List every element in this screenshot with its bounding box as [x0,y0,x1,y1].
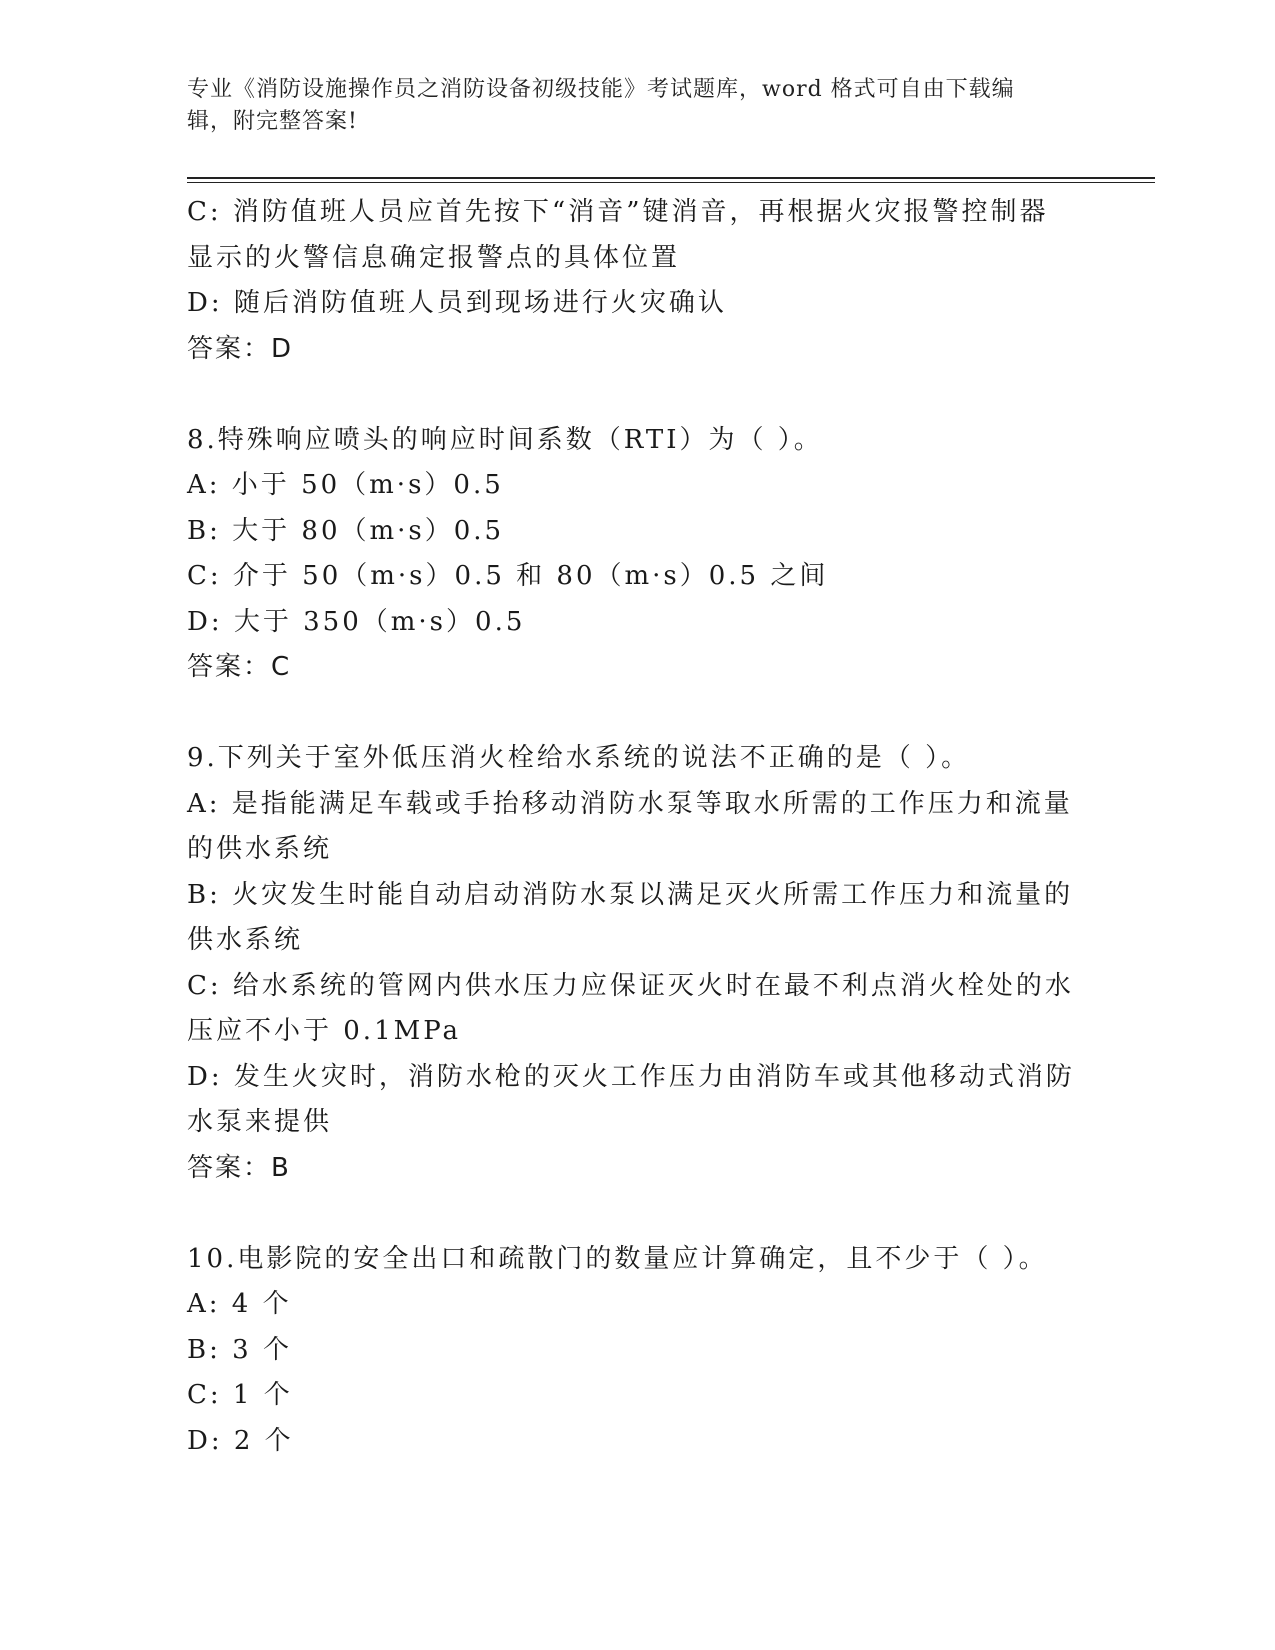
question-list [187,190,1087,1464]
q9-answer: 答案：B [187,1152,291,1183]
q9-option-c-line-2: 压应不小于 0.1MPa [187,1016,462,1046]
document-header [187,74,1067,138]
question-10 [187,1237,1087,1465]
q8-option-a: A: 小于 50（m·s）0.5 [187,470,504,500]
q8-option-b: B: 大于 80（m·s）0.5 [187,515,505,546]
question-9 [187,736,1087,1191]
q8-option-c: C: 介于 50（m·s）0.5 和 80（m·s）0.5 之间 [187,561,829,591]
q9-option-d-line-1: D: 发生火灾时，消防水枪的灭火工作压力由消防车或其他移动式消防 [187,1061,1075,1092]
q9-option-a-line-2: 的供水系统 [187,834,333,864]
q8-question: 8.特殊响应喷头的响应时间系数（RTI）为（ ）。 [187,424,823,455]
header-line-1: 专业《消防设施操作员之消防设备初级技能》考试题库，word 格式可自由下载编 [187,77,1015,102]
q7-answer: 答案：D [187,333,294,364]
question-7-tail [187,190,1087,372]
spacer [187,691,1087,737]
header-line-2: 辑，附完整答案! [187,109,358,134]
q10-question: 10.电影院的安全出口和疏散门的数量应计算确定，且不少于（ ）。 [187,1243,1048,1274]
header-rule-thin [187,182,1155,183]
q7-option-c-line-1: C: 消防值班人员应首先按下“消音”键消音，再根据火灾报警控制器 [187,197,1049,227]
q10-option-a: A: 4 个 [187,1289,292,1319]
q10-option-d: D: 2 个 [187,1425,294,1456]
q10-option-c: C: 1 个 [187,1380,293,1410]
q7-option-c-line-2: 显示的火警信息确定报警点的具体位置 [187,242,681,273]
q9-option-b-line-2: 供水系统 [187,925,304,955]
q10-option-b: B: 3 个 [187,1334,292,1365]
q8-answer: 答案：C [187,652,292,682]
q8-option-d: D: 大于 350（m·s）0.5 [187,606,526,637]
question-8 [187,418,1087,691]
spacer [187,372,1087,418]
q9-option-d-line-2: 水泵来提供 [187,1107,333,1137]
q9-question: 9.下列关于室外低压消火栓给水系统的说法不正确的是（ ）。 [187,743,971,773]
q9-option-a-line-1: A: 是指能满足车载或手抬移动消防水泵等取水所需的工作压力和流量 [187,788,1073,819]
q7-option-d: D: 随后消防值班人员到现场进行火灾确认 [187,288,727,318]
header-rule-thick [187,177,1155,179]
q9-option-b-line-1: B: 火灾发生时能自动启动消防水泵以满足灭火所需工作压力和流量的 [187,879,1074,910]
spacer [187,1191,1087,1237]
q9-option-c-line-1: C: 给水系统的管网内供水压力应保证灭火时在最不利点消火栓处的水 [187,970,1074,1001]
